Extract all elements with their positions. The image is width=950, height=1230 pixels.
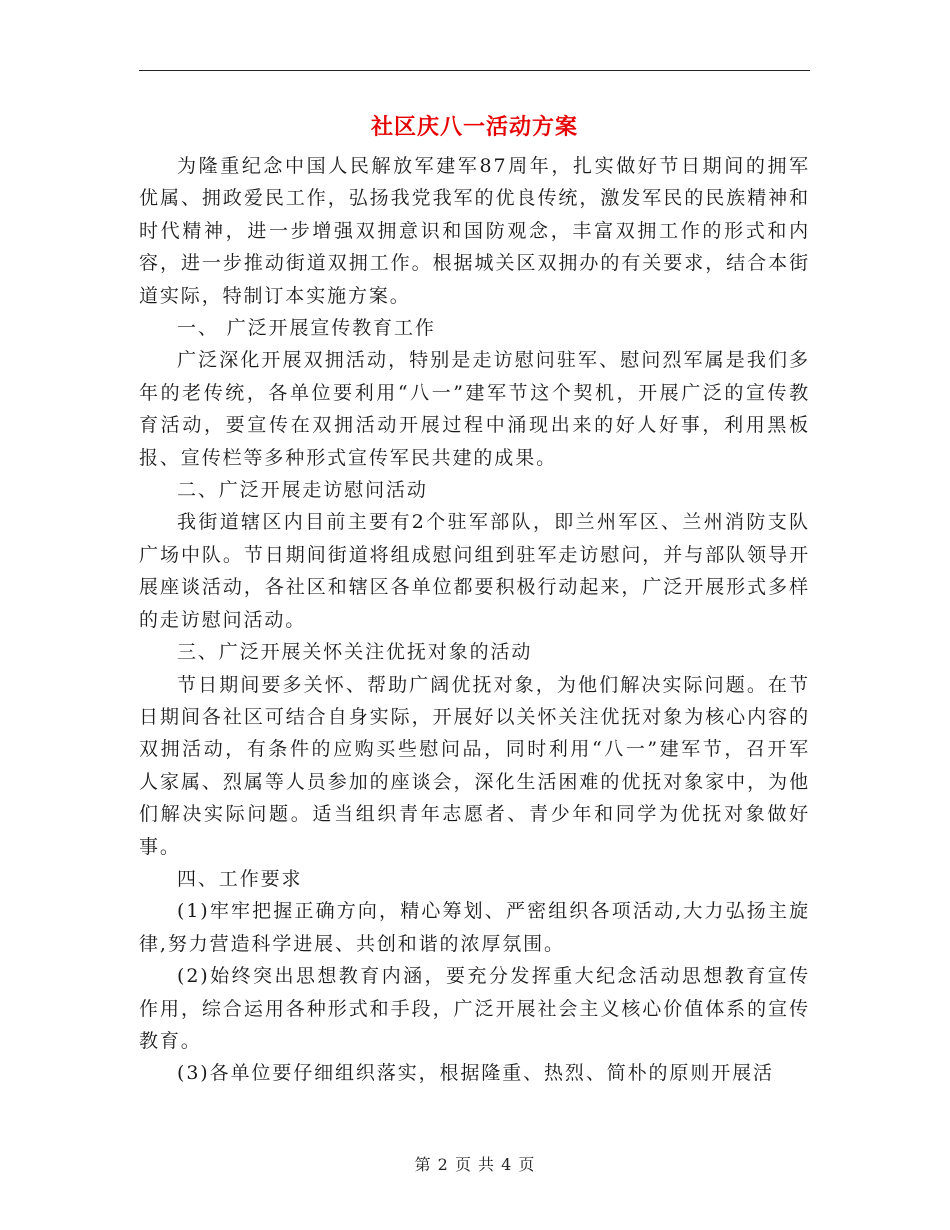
section-1-body: 广泛深化开展双拥活动，特别是走访慰问驻军、慰问烈军属是我们多年的老传统，各单位要利用“八一”建军节这个契机，开展广泛的宣传教育活动，要宣传在双拥活动开展过程中涌现出来的好人好事，利用黑板报、宣传栏等多种形式宣传军民共建的成果。 xyxy=(139,349,810,469)
requirement-item-2: (2)始终突出思想教育内涵，要充分发挥重大纪念活动思想教育宣传作用，综合运用各种形式和手段，广泛开展社会主义核心价值体系的宣传教育。 xyxy=(139,965,810,1052)
document-title: 社区庆八一活动方案 xyxy=(370,114,578,140)
page-number: 第 2 页 共 4 页 xyxy=(414,1155,536,1174)
document-body xyxy=(139,104,810,1090)
requirement-item-3: (3)各单位要仔细组织落实，根据隆重、热烈、简朴的原则开展活 xyxy=(177,1062,774,1085)
section-3-heading: 三、广泛开展关怀关注优抚对象的活动 xyxy=(177,641,533,664)
section-4-heading: 四、工作要求 xyxy=(177,867,303,890)
section-2-body: 我街道辖区内目前主要有2个驻军部队，即兰州军区、兰州消防支队广场中队。节日期间街道将组成慰问组到驻军走访慰问，并与部队领导开展座谈活动，各社区和辖区各单位都要积极行动起来，广泛开展形式多样的走访慰问活动。 xyxy=(139,511,810,631)
section-1-heading: 一、 广泛开展宣传教育工作 xyxy=(177,317,436,340)
requirement-item-1: (1)牢牢把握正确方向，精心筹划、严密组织各项活动,大力弘扬主旋律,努力营造科学进展、共创和谐的浓厚氛围。 xyxy=(139,900,810,955)
header-rule xyxy=(139,70,810,71)
section-3-body: 节日期间要多关怀、帮助广阔优抚对象，为他们解决实际问题。在节日期间各社区可结合自身实际，开展好以关怀关注优抚对象为核心内容的双拥活动，有条件的应购买些慰问品，同时利用“八一”建军节，召开军人家属、烈属等人员参加的座谈会，深化生活困难的优抚对象家中，为他们解决实际问题。适当组织青年志愿者、青少年和同学为优抚对象做好事。 xyxy=(139,673,810,858)
intro-paragraph: 为隆重纪念中国人民解放军建军87周年，扎实做好节日期间的拥军优属、拥政爱民工作，弘扬我党我军的优良传统，激发军民的民族精神和时代精神，进一步增强双拥意识和国防观念，丰富双拥工作的形式和内容，进一步推动街道双拥工作。根据城关区双拥办的有关要求，结合本街道实际，特制订本实施方案。 xyxy=(139,155,810,307)
section-2-heading: 二、广泛开展走访慰问活动 xyxy=(177,479,428,502)
